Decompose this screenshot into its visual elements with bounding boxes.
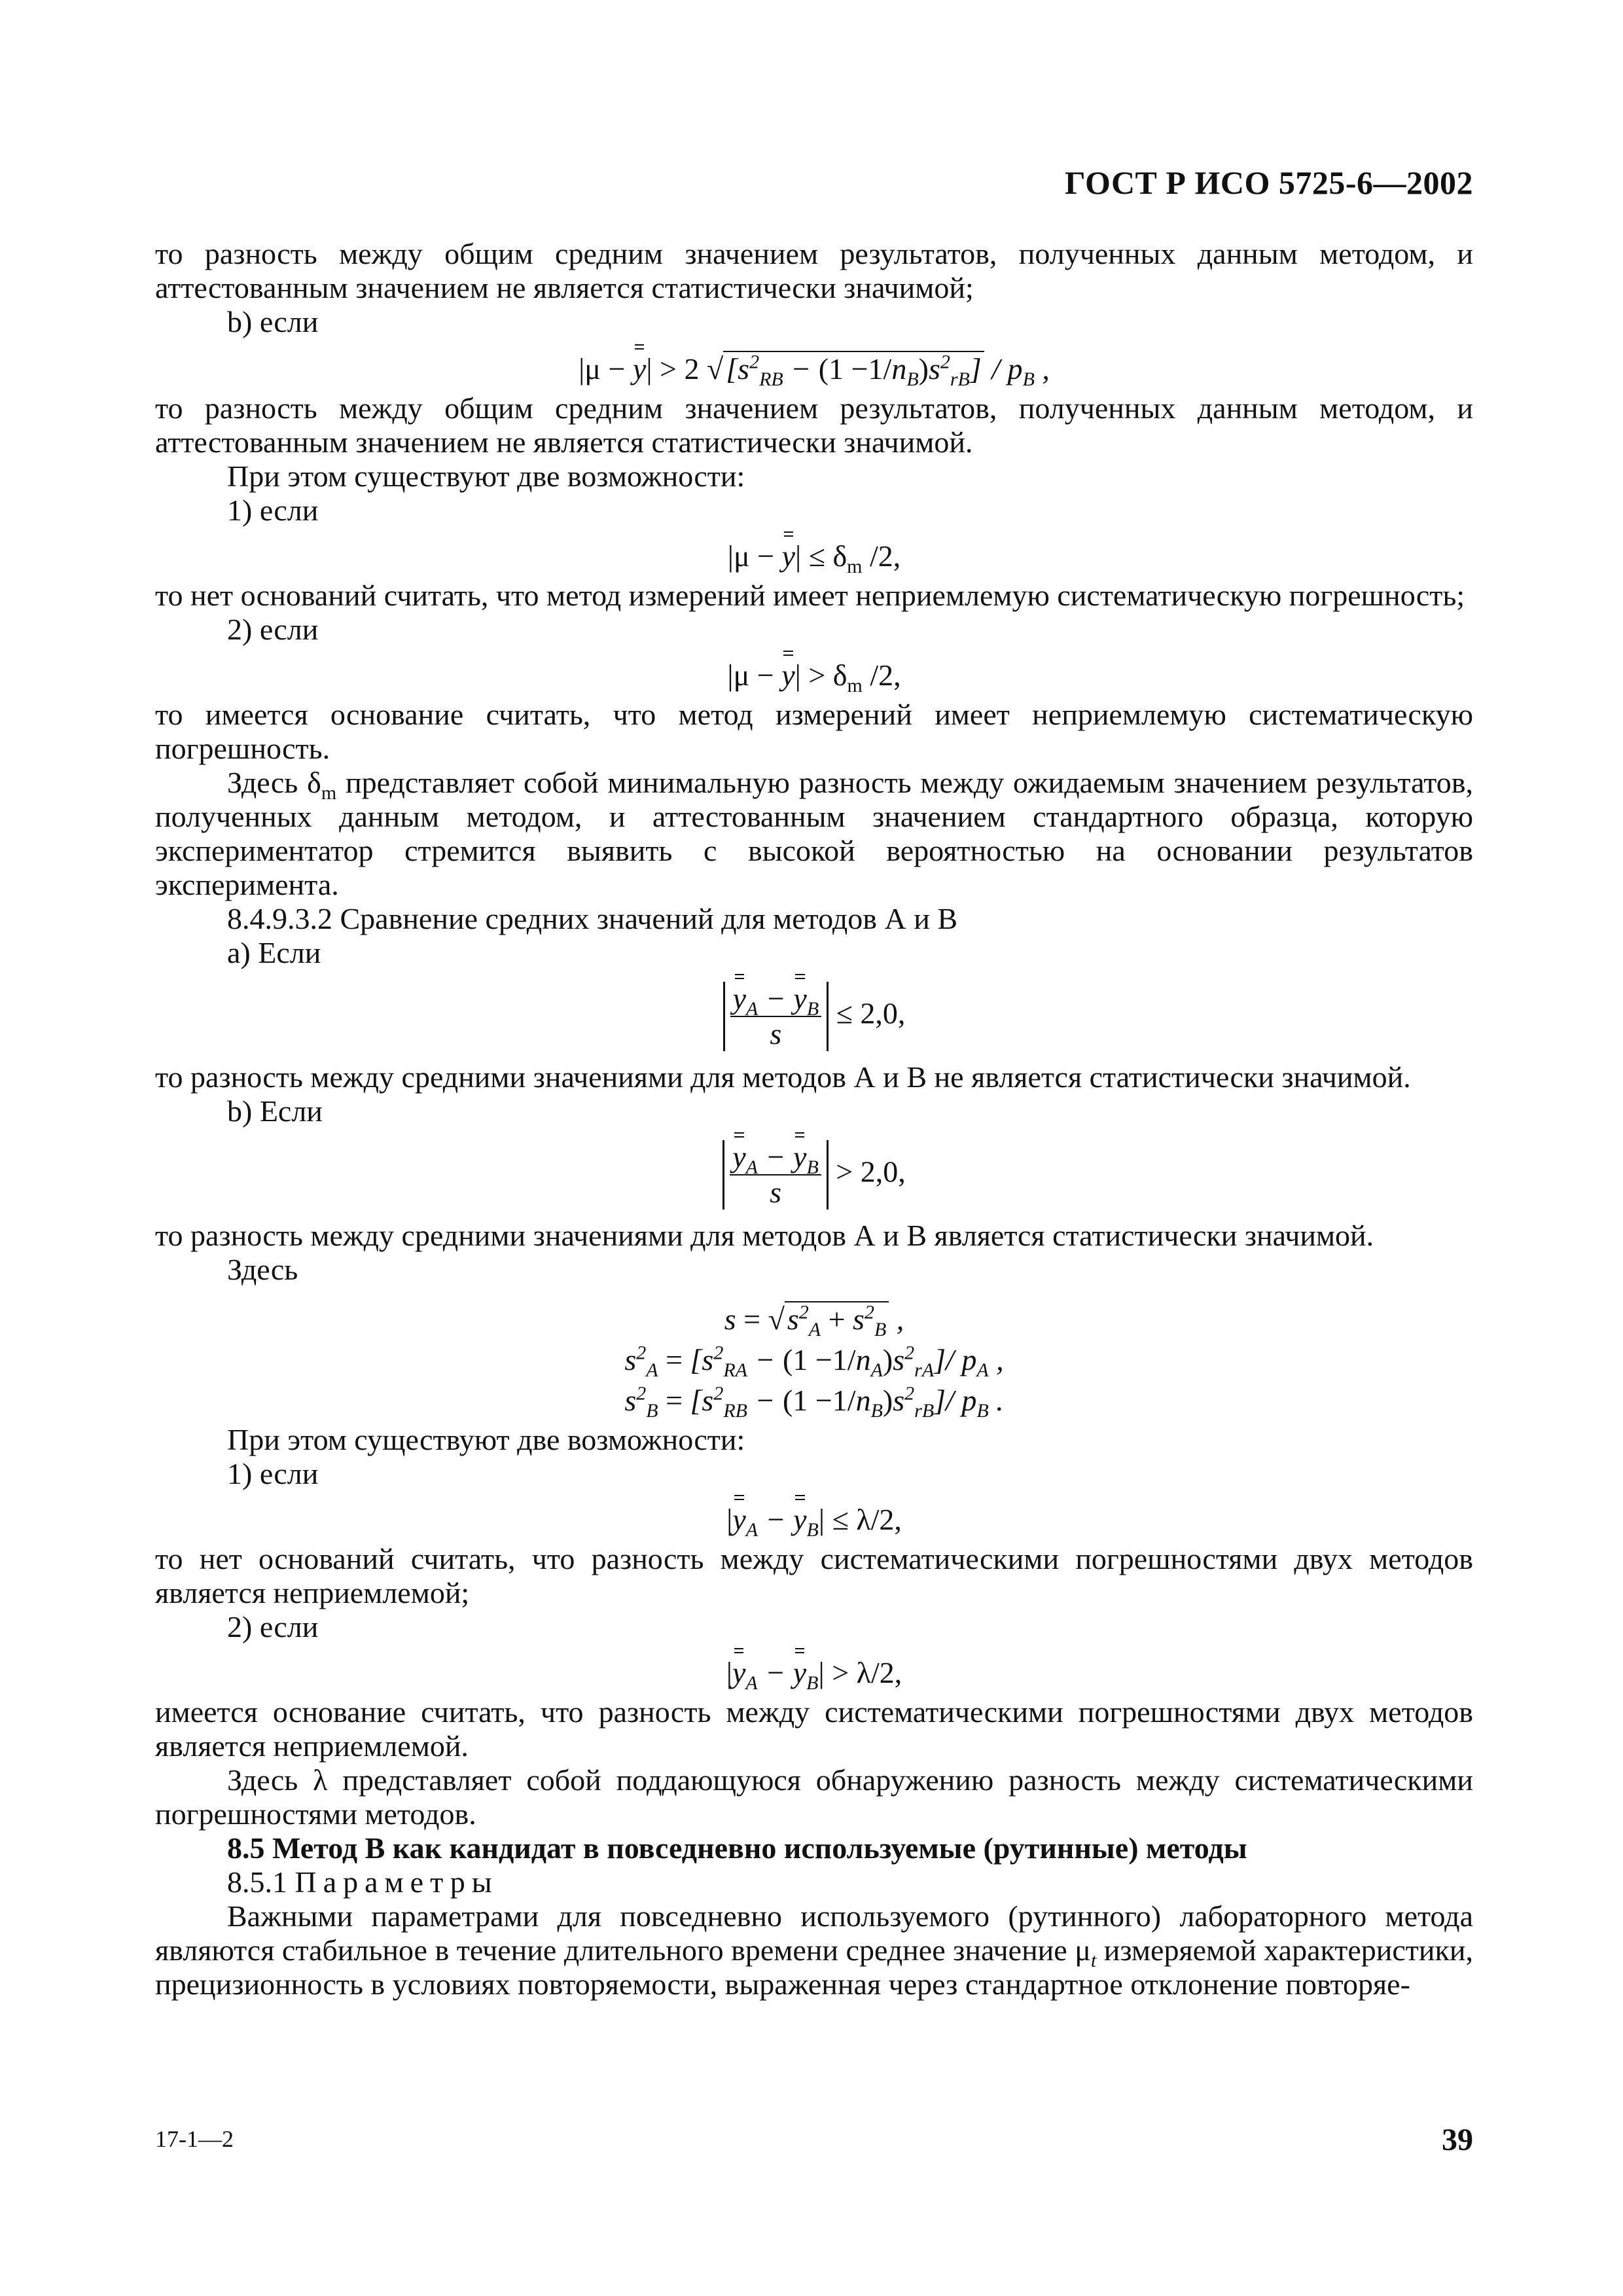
paragraph: то нет оснований считать, что разность между систематическими погрешностями двух методов является неприемлемой; xyxy=(155,1542,1473,1609)
formula-1: |μ − y| > 2 $√[s^2_{RB} - (1 -1/n_B)s^2_{rB}] / p_B$ , xyxy=(579,351,1050,391)
formula-6: $s = √s^2_A + s^2_B$ , xyxy=(724,1301,904,1341)
list-label: 1) если xyxy=(227,1457,319,1490)
formula-7: $s^2_A = [s^2_{RA} - (1 -1/n_A)s^2_{rA}]/$ $p_A$ , xyxy=(624,1342,1004,1382)
paragraph: Здесь xyxy=(227,1253,298,1286)
formula-8: $s^2_B = [s^2_{RB} - (1 -1/n_B)s^2_{rB}]/$ $p_B$ . xyxy=(624,1382,1004,1422)
subsection-heading xyxy=(155,1865,1473,1899)
paragraph: Важными параметрами для повседневно используемого (рутинного) лабораторного метода являются стабильное в течение длительного времени среднее значение $\mu_t$ измеряемой характеристики, прецизионность в условиях повторяемости, выраженная через стандартное отклонение повторяе- xyxy=(155,1899,1473,2001)
paragraph: Здесь λ представляет собой поддающуюся обнаружению разность между систематическими погрешностями методов. xyxy=(155,1763,1473,1831)
subsection-title: Параметры xyxy=(294,1865,499,1899)
paragraph: то разность между общим средним значением результатов, полученных данным методом, и аттестованным значением не является статистически значимой. xyxy=(155,391,1473,459)
paragraph: то разность между средними значениями для методов А и В является статистически значимой. xyxy=(155,1219,1374,1252)
list-label: b) если xyxy=(227,305,319,338)
paragraph: то имеется основание считать, что метод измерений имеет неприемлемую систематическую погрешность. xyxy=(155,698,1473,765)
list-label: 2) если xyxy=(227,1610,319,1643)
paragraph: имеется основание считать, что разность между систематическими погрешностями двух методов является неприемлемой. xyxy=(155,1695,1473,1763)
document-code: ГОСТ Р ИСО 5725-6—2002 xyxy=(1064,164,1473,201)
page-body xyxy=(155,237,1473,2001)
list-label: b) Если xyxy=(227,1094,323,1128)
list-label: 2) если xyxy=(227,613,319,646)
section-heading: 8.5 Метод В как кандидат в повседневно используемые (рутинные) методы xyxy=(227,1831,1247,1865)
paragraph: Здесь $\delta_m$ представляет собой минимальную разность между ожидаемым значением результатов, полученных данным методом, и аттестованным значением стандартного образца, которую экспериментатор стремится выявить с высокой вероятностью на основании результатов эксперимента. xyxy=(155,766,1474,901)
formula-3: $|\mu - y| > \delta_m$ /2, xyxy=(727,658,901,697)
formula-2: $|\mu - y| \le \delta_m$ /2, xyxy=(727,539,901,578)
footer-sheet-code: 17-1—2 xyxy=(155,2126,234,2152)
subsection-title: 8.4.9.3.2 Сравнение средних значений для методов А и В xyxy=(227,902,957,935)
paragraph: то разность между общим средним значением результатов, полученных данным методом, и аттестованным значением не является статистически значимой; xyxy=(155,237,1473,304)
paragraph: то разность между средними значениями для методов А и В не является статистически значимой. xyxy=(155,1060,1411,1094)
list-label: 1) если xyxy=(227,493,319,527)
paragraph: то нет оснований считать, что метод измерений имеет неприемлемую систематическую погрешность; xyxy=(155,579,1465,612)
formula-5: $\frac{y_A - y_B}{s}$ > 2,0, xyxy=(155,1140,1473,1210)
subsection-number: 8.5.1 xyxy=(227,1865,287,1899)
formula-4: $\frac{y_A - y_B}{s}$ ≤ 2,0, xyxy=(155,982,1473,1051)
formula-9: $|y_A - y_B| \le \lambda/2$, xyxy=(726,1503,902,1541)
paragraph: При этом существуют две возможности: xyxy=(227,1423,745,1456)
paragraph: При этом существуют две возможности: xyxy=(227,459,745,493)
list-label: а) Если xyxy=(227,936,321,969)
page-number: 39 xyxy=(1442,2123,1473,2157)
formula-10: $|y_A - y_B| > \lambda/2$, xyxy=(726,1656,902,1695)
